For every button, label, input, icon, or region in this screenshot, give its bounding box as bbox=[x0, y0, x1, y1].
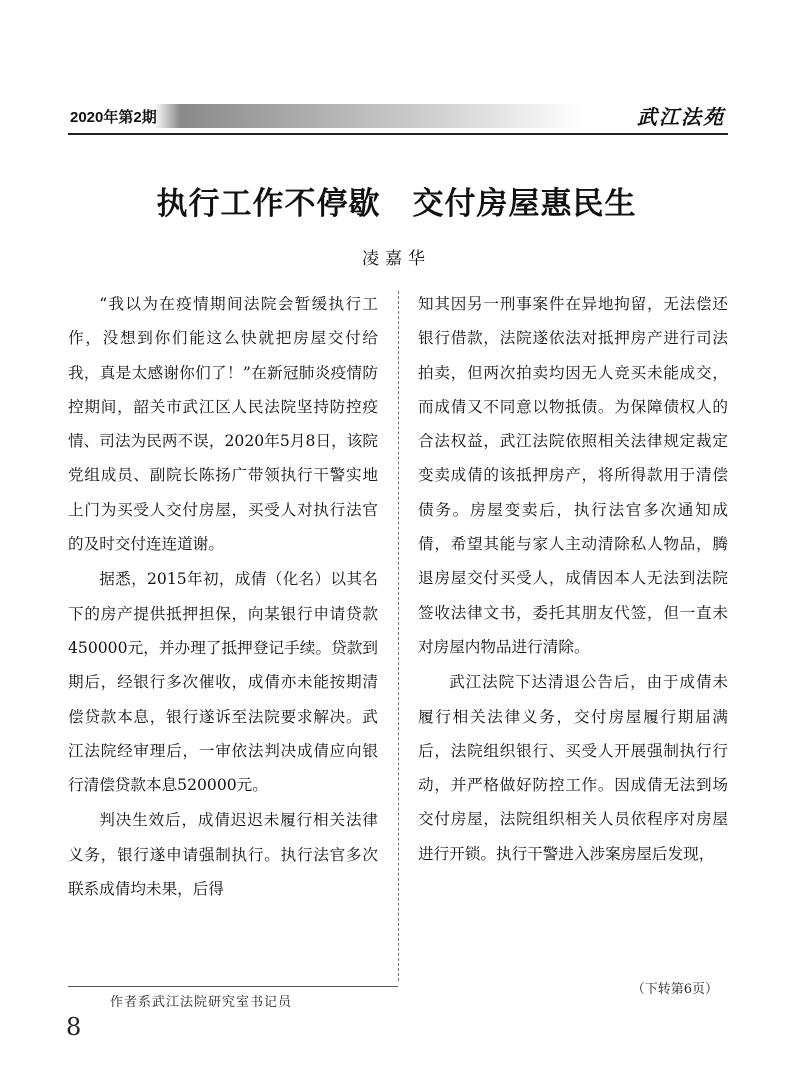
continued-note: （下转第6页） bbox=[631, 982, 718, 997]
right-column bbox=[418, 287, 728, 871]
left-column bbox=[68, 287, 378, 906]
header-gradient-bar bbox=[68, 104, 728, 128]
paragraph: 据悉，2015年初，成倩（化名）以其名下的房产提供抵押担保，向某银行申请贷款450000元，并办理了抵押登记手续。贷款到期后，经银行多次催收，成倩亦未能按期清偿贷款本息，银行遂诉至法院要求解决。武江法院经审理后，一审依法判决成倩应向银行清偿贷款本息520000元。 bbox=[68, 570, 378, 795]
paragraph: “我以为在疫情期间法院会暂缓执行工作，没想到你们能这么快就把房屋交付给我，真是太感谢你们了！”在新冠肺炎疫情防控期间，韶关市武江区人民法院坚持防控疫情、司法为民两不误，2020年5月8日，该院党组成员、副院长陈扬广带领执行干警实地上门为买受人交付房屋，买受人对执行法官的及时交付连连道谢。 bbox=[68, 295, 378, 554]
header-rule bbox=[68, 133, 728, 135]
footnote-rule bbox=[68, 986, 398, 987]
article-author: 凌嘉华 bbox=[362, 249, 431, 269]
author-note: 作者系武江法院研究室书记员 bbox=[110, 995, 293, 1010]
paragraph: 武江法院下达清退公告后，由于成倩未履行相关法律义务，交付房屋履行期届满后，法院组织银行、买受人开展强制执行行动，并严格做好防控工作。因成倩无法到场交付房屋，法院组织相关人员依程序对房屋进行开锁。执行干警进入涉案房屋后发现， bbox=[418, 673, 728, 863]
column-divider bbox=[398, 291, 399, 981]
paragraph: 判决生效后，成倩迟迟未履行相关法律义务，银行遂申请强制执行。执行法官多次联系成倩均未果，后得 bbox=[68, 811, 378, 899]
page-number: 8 bbox=[66, 1013, 82, 1041]
magazine-name: 武江法苑 bbox=[637, 105, 725, 129]
issue-label: 2020年第2期 bbox=[70, 109, 157, 126]
article-title: 执行工作不停歇 交付房屋惠民生 bbox=[156, 186, 637, 222]
paragraph: 知其因另一刑事案件在异地拘留，无法偿还银行借款，法院遂依法对抵押房产进行司法拍卖，但两次拍卖均因无人竞买未能成交，而成倩又不同意以物抵债。为保障债权人的合法权益，武江法院依照相关法律规定裁定变卖成倩的该抵押房产，将所得款用于清偿债务。房屋变卖后，执行法官多次通知成倩，希望其能与家人主动清除私人物品，腾退房屋交付买受人，成倩因本人无法到法院签收法律文书，委托其朋友代签，但一直未对房屋内物品进行清除。 bbox=[418, 295, 728, 656]
